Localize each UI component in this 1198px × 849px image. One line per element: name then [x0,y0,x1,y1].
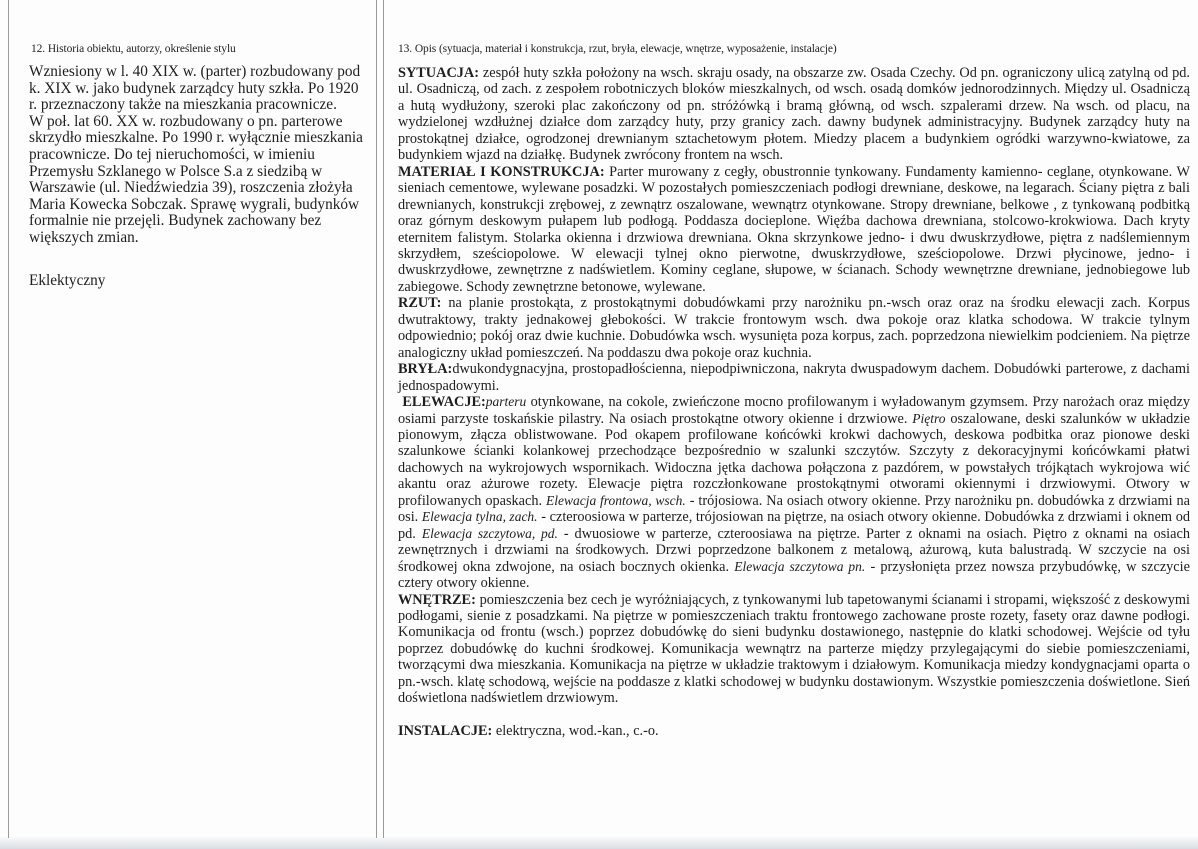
elewacje-text: - trójosiowa. Na osiach otwory okienne. Przy narożniku pn. dobudówka z drzwiami na osi. [398,492,1190,526]
elewacje-italic-term: Piętro [912,410,946,426]
sytuacja-text: zespół huty szkła położony na wsch. skraju osady, na obszarze zw. Osada Czechy. Od pn. ograniczony ulicą zatylną od pd. ul. Osadniczą, od zach. z zespołem robotniczych bloków mieszkalnych, od wsch. osadą domków jednorodzinnych. Między ul. Osadniczą a hutą wydłużony, szeroki plac zakończony od pn. stróżówką i bramą główną, od wsch. szpalerami drzew. Na wsch. od placu, na wydzielonej wzdłużnej działce dom zarządcy huty, przy granicy zach. dawny budynek administracyjny. Budynek zarządcy huty na prostokątnej działce, ogrodzonej drewnianym sztachetowym płotem. Miedzy placem a budynkiem ogródki warzywno-kwiatowe, za budynkiem wjazd na działkę. Budynek zwrócony frontem na wsch. [398,65,1190,164]
elewacje-italic-term: Elewacja szczytowa pn. [734,558,866,574]
description-section [383,0,1198,838]
description-text [398,65,1190,739]
elewacje-italic-term: Elewacja frontowa, wsch. [546,492,686,508]
material-text: Parter murowany z cegły, obustronnie tynkowany. Fundamenty kamienno- ceglane, otynkowane. W sieniach cementowe, wylewane posadzki. W pozostałych pomieszczeniach podłogi drewniane, deskowe, na legarach. Ściany piętra z bali drewnianych, konstrukcji zrębowej, z zewnątrz oszalowane, wewnątrz otynkowane. Stropy drewniane, belkowe , z tynkowaną podbitką oraz górnym deskowym pułapem lub podłogą. Poddasza docieplone. Więźba dachowa drewniana, stolcowo-krokwiowa. Dach kryty eternitem falistym. Stolarka okienna i drzwiowa drewniana. Okna skrzynkowe jedno- i dwu dwuskrzydłowe, piętra z nadślemiennym skrzydłem, sześciopolowe. W elewacji tylnej okno pierwotne, dwuskrzydłowe, sześciopolowe. Drzwi płycinowe, jedno- i dwuskrzydłowe, zewnętrzne z nadświetlem. Kominy ceglane, słupowe, w ścianach. Schody wewnętrzne drewniane, jednobiegowe lub zabiegowe. Schody zewnętrzne betonowe, wylewane. [398,163,1190,295]
elewacje-paragraph [398,394,1190,591]
instalacje-text: elektryczna, wod.-kan., c.-o. [492,722,659,739]
bryla-paragraph [398,361,1190,394]
rzut-paragraph [398,295,1190,361]
history-section [8,0,377,838]
material-paragraph [398,164,1190,296]
sytuacja-paragraph [398,65,1190,164]
wnetrze-label: WNĘTRZE: [398,591,476,608]
elewacje-text: - przysłonięta przez nowsza przybudówkę, w szczycie cztery otwory okienne. [398,558,1190,592]
history-title: 12. Historia obiektu, autorzy, określenie stylu [31,43,236,55]
elewacje-italic-term: Elewacja szczytowa, pd. [421,525,558,541]
history-paragraph-2: W poł. lat 60. XX w. rozbudowany o pn. parterowe skrzydło mieszkalne. Po 1990 r. wyłącznie mieszkania pracownicze. Do tej nieruchomości, w imieniu Przemysłu Szklanego w Polsce S.a z siedzibą w Warszawie (ul. Niedźwiedzia 39), roszczenia złożyła Maria Kowecka Sobczak. Sprawę wygrali, budynków formalnie nie przejęli. Budynek zachowany bez większych zmian. [29,112,363,246]
rzut-label: RZUT: [398,295,442,312]
elewacje-label: ELEWACJE: [402,394,486,411]
elewacje-italic-term: parteru [485,394,527,410]
wnetrze-paragraph [398,592,1190,707]
history-paragraph-1: Wzniesiony w l. 40 XIX w. (parter) rozbudowany pod k. XIX w. jako budynek zarządcy huty szkła. Po 1920 r. przeznaczony także na mieszkania pracownicze. [29,63,361,114]
material-label: MATERIAŁ I KONSTRUKCJA: [398,163,605,180]
instalacje-label: INSTALACJE: [398,722,493,739]
wnetrze-text: pomieszczenia bez cech je wyróżniających, z tynkowanymi lub tapetowanymi ścianami i stropami, większość z deskowymi podłogami, sienie z posadzkami. Na piętrze w pomieszczeniach traktu frontowego zachowane proste rozety, fasety oraz dawne podłogi. Komunikacja od frontu (wsch.) poprzez dobudówkę do sieni budynku dostawionego, następnie do klatki schodowej. Wejście od tyłu poprzez dobudówkę do kuchni środkowej. Komunikacja wewnątrz na parterze między przylegającymi do siebie pomieszczeniami, tworzącymi dwa mieszkania. Komunikacja na piętrze w układzie traktowym i działowym. Komunikacja miedzy kondygnacjami oparta o pn.-wsch. klatę schodową, wejście na poddasze z klatki schodowej w budynku dostawionym. Wszystkie pomieszczenia doświetlone. Sień doświetlona nadświetlem drzwiowym. [398,591,1190,707]
elewacje-text: oszalowane, deski szalunków w układzie pionowym, złącza oblistwowane. Pod okapem profilowane końcówki krokwi dachowych, deskowa podbitka oraz pionowe deski szalunkowe ścianki kolankowej przechodzące bezpośrednio w szalunki szczytów. Szczyty z dekoracyjnymi końcówkami płatwi dachowych na wykrojowych wspornikach. Widoczna jętka dachowa połączona z pazdórem, w powstałych trójkątach wykrojowa wić akantu oraz ażurowe rozety. Elewacje piętra rozczłonkowane prostokątnymi otworami okiennymi i drzwiowymi. Otwory w profilowanych opaskach. [398,410,1190,509]
bryla-label: BRYŁA: [398,361,453,378]
history-text [29,64,369,247]
elewacje-text: - dwuosiowe w parterze, czteroosiawa na piętrze. Parter z oknami na osiach. Piętro z oknami na osiach zewnętrznych i drzwiami na środkowych. Drzwi poprzedzone balkonem z metalową, ażurową, kuta balustradą. W szczycie na osi środkowej okna zdwojone, na osiach bocznych okienka. [398,525,1190,575]
elewacje-italic-term: Elewacja tylna, zach. [421,509,538,525]
style-value: Eklektyczny [29,272,106,289]
instalacje-paragraph [398,723,1190,739]
elewacje-text: - czteroosiowa w parterze, trójosiowan na piętrze, na osiach otwory okienne. Dobudówka z drzwiami i oknem od pd. [398,509,1190,542]
sytuacja-label: SYTUACJA: [398,65,480,81]
bryla-text: dwukondygnacyjna, prostopadłościenna, niepodpiwniczona, nakryta dwuspadowym dachem. Dobudówki parterowe, z dachami jednospadowymi. [398,361,1190,394]
elewacje-text: otynkowane, na cokole, zwieńczone mocno profilowanym i wyładowanym gzymsem. Przy narożach oraz między osiami parzyste toskańskie pilastry. Na osiach prostokątne otwory okienne i drzwiowe. [398,394,1191,427]
rzut-text: na planie prostokąta, z prostokątnymi dobudówkami przy narożniku pn.-wsch oraz oraz na środku elewacji zach. Korpus dwutraktowy, trakty jednakowej głebokości. W trakcie frontowym wsch. dwa pokoje oraz klatka schodowa. W trakcie tylnym odpowiednio; pokój oraz dwie kuchnie. Dobudówka wsch. wysunięta poza korpus, zach. poprzedzona niewielkim podcieniem. Na piętrze analogiczny układ pomieszczeń. Na poddaszu dwa pokoje oraz kuchnia. [398,295,1190,361]
description-title: 13. Opis (sytuacja, materiał i konstrukcja, rzut, bryła, elewacje, wnętrze, wyposażenie, instalacje) [398,43,837,55]
